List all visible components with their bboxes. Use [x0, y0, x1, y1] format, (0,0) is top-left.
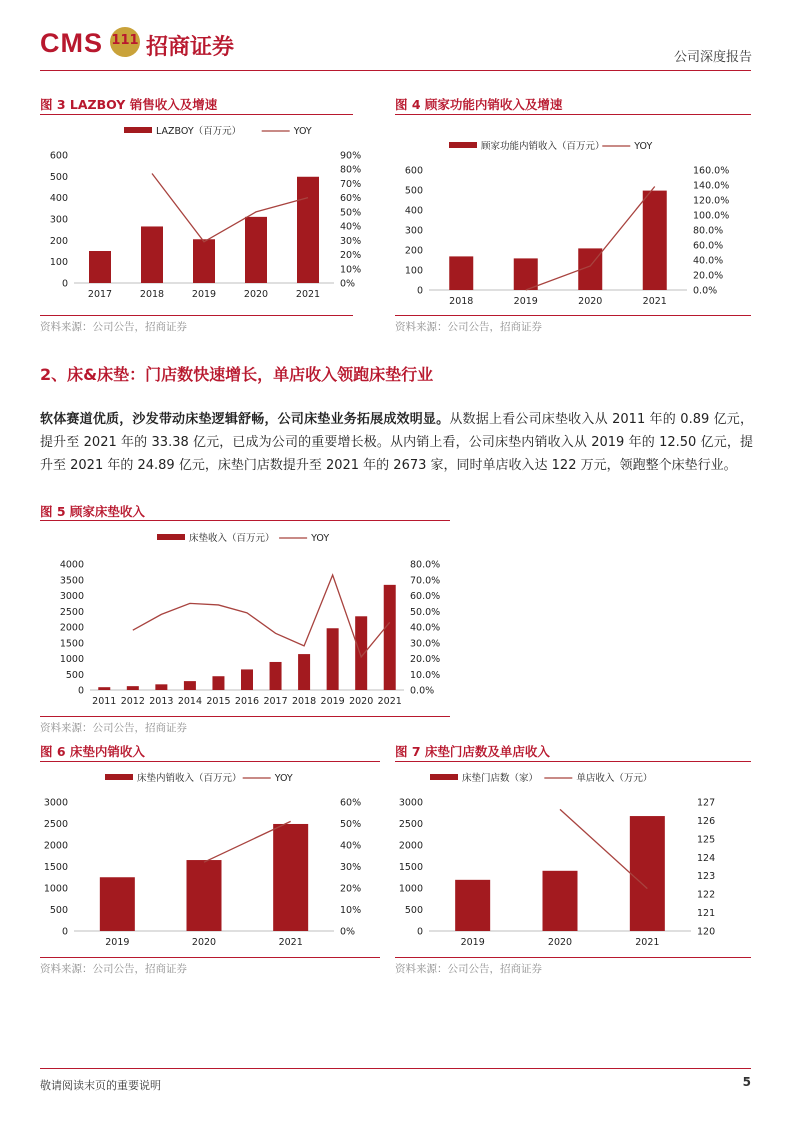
fig7-source: 资料来源：公司公告，招商证券 [395, 963, 542, 975]
x-axis-tick-label: 2019 [460, 937, 485, 948]
section-title: 2、床&床垫：门店数快速增长，单店收入领跑床垫行业 [40, 365, 434, 384]
left-axis-tick-label: 1000 [398, 883, 423, 895]
left-axis-tick-label: 2000 [398, 840, 423, 852]
left-axis-tick-label: 500 [49, 171, 68, 183]
right-axis-tick-label: 121 [697, 908, 716, 920]
series-line-fig5 [133, 575, 390, 657]
bar-2016 [241, 669, 253, 690]
right-axis-tick-label: 20.0% [693, 270, 724, 282]
x-axis-tick-label: 2015 [206, 696, 231, 707]
right-axis-tick-label: 140.0% [693, 180, 730, 192]
footer-note: 敬请阅读末页的重要说明 [40, 1079, 161, 1092]
x-axis-tick-label: 2019 [191, 289, 217, 300]
left-axis-tick-label: 400 [404, 205, 423, 217]
right-axis-tick-label: 30% [340, 862, 362, 873]
right-axis-tick-label: 60% [340, 193, 362, 205]
right-axis-tick-label: 124 [697, 852, 716, 864]
fig7-title-divider [395, 761, 751, 762]
left-axis-tick-label: 2500 [59, 606, 84, 618]
bar-2015 [212, 676, 224, 690]
x-axis-tick-label: 2020 [243, 289, 269, 300]
x-axis-tick-label: 2021 [377, 696, 402, 707]
left-axis-tick-label: 2000 [59, 622, 84, 634]
left-axis-tick-label: 500 [404, 905, 423, 916]
x-axis-tick-label: 2018 [139, 289, 165, 300]
bar-2013 [155, 684, 167, 690]
fig6-chart [32, 764, 382, 954]
right-axis-tick-label: 122 [697, 889, 716, 901]
fig4-title: 图 4 顾家功能内销收入及增速 [395, 97, 563, 112]
series-line-fig3 [152, 173, 308, 241]
bar-2019 [327, 628, 339, 690]
bar-2021 [630, 816, 665, 931]
right-axis-tick-label: 10.0% [410, 669, 441, 681]
right-axis-tick-label: 20% [340, 250, 362, 262]
company-name: 招商证券 [146, 35, 235, 60]
left-axis-tick-label: 400 [49, 193, 68, 205]
right-axis-tick-label: 0% [340, 278, 356, 290]
x-axis-tick-label: 2014 [177, 696, 203, 707]
left-axis-tick-label: 1500 [398, 862, 423, 873]
body-lead: 软体赛道优质，沙发带动床垫逻辑舒畅，公司床垫业务拓展成效明显。 [40, 412, 450, 427]
right-axis-tick-label: 160.0% [693, 165, 730, 177]
left-axis-tick-label: 4000 [59, 559, 84, 571]
fig6-source: 资料来源：公司公告，招商证券 [40, 963, 187, 975]
legend-line-label: YOY [274, 773, 293, 784]
bar-2019 [193, 239, 215, 283]
bar-2020 [245, 217, 267, 283]
fig4-source: 资料来源：公司公告，招商证券 [395, 321, 542, 333]
logo-badge-icon [110, 27, 140, 57]
x-axis-tick-label: 2020 [191, 937, 217, 948]
fig5-chart [32, 524, 452, 714]
right-axis-tick-label: 20.0% [410, 654, 441, 665]
x-axis-tick-label: 2020 [349, 696, 374, 707]
logo-badge-text: 111 [111, 33, 139, 48]
bar-2012 [127, 686, 139, 690]
bar-2021 [384, 585, 396, 690]
legend-bar-label: 顾家功能内销收入（百万元） [481, 141, 605, 152]
left-axis-tick-label: 0 [416, 926, 423, 938]
right-axis-tick-label: 120.0% [693, 195, 730, 207]
logo-cms-text: CMS [40, 28, 103, 58]
fig5-title-divider [40, 520, 450, 521]
right-axis-tick-label: 0.0% [410, 685, 435, 697]
x-axis-tick-label: 2021 [642, 296, 667, 307]
left-axis-tick-label: 300 [49, 214, 68, 226]
legend-line-label: YOY [311, 533, 330, 544]
right-axis-tick-label: 120 [697, 926, 716, 938]
left-axis-tick-label: 100 [49, 257, 68, 269]
left-axis-tick-label: 500 [49, 905, 68, 916]
right-axis-tick-label: 50.0% [410, 606, 441, 618]
right-axis-tick-label: 123 [697, 871, 716, 883]
right-axis-tick-label: 0.0% [693, 285, 718, 297]
x-axis-tick-label: 2016 [234, 696, 260, 707]
right-axis-tick-label: 30.0% [410, 638, 441, 650]
fig3-chart [32, 120, 362, 305]
legend-bar-swatch [124, 127, 152, 133]
legend-bar-label: 床垫收入（百万元） [189, 533, 275, 544]
fig5-source: 资料来源：公司公告，招商证券 [40, 722, 187, 734]
x-axis-tick-label: 2018 [449, 296, 474, 307]
left-axis-tick-label: 0 [61, 278, 68, 290]
legend-bar-swatch [157, 534, 185, 540]
x-axis-tick-label: 2018 [291, 696, 317, 707]
left-axis-tick-label: 200 [49, 235, 68, 247]
left-axis-tick-label: 0 [61, 926, 68, 938]
right-axis-tick-label: 80.0% [693, 225, 724, 237]
legend-bar-swatch [105, 774, 133, 780]
fig4-chart [387, 130, 747, 315]
legend-line-label: YOY [293, 126, 312, 137]
right-axis-tick-label: 10% [340, 905, 362, 916]
bar-2018 [298, 654, 310, 690]
left-axis-tick-label: 0 [416, 285, 423, 297]
legend-line-label: 单店收入（万元） [576, 773, 653, 784]
header-divider [40, 70, 751, 71]
fig5-source-divider [40, 716, 450, 717]
fig7-chart [387, 764, 747, 954]
legend-line-label: YOY [634, 141, 653, 152]
right-axis-tick-label: 80% [340, 164, 362, 176]
left-axis-tick-label: 600 [404, 165, 423, 177]
x-axis-tick-label: 2017 [87, 289, 113, 300]
right-axis-tick-label: 60.0% [410, 591, 441, 602]
fig7-title: 图 7 床垫门店数及单店收入 [395, 744, 550, 759]
left-axis-tick-label: 1000 [43, 883, 68, 895]
bar-2011 [98, 687, 110, 690]
fig3-title: 图 3 LAZBOY 销售收入及增速 [40, 97, 218, 112]
fig6-title: 图 6 床垫内销收入 [40, 744, 145, 759]
bar-2014 [184, 681, 196, 690]
right-axis-tick-label: 100.0% [693, 210, 730, 222]
x-axis-tick-label: 2021 [635, 937, 660, 948]
fig5-title: 图 5 顾家床垫收入 [40, 504, 145, 519]
fig6-source-divider [40, 957, 380, 958]
right-axis-tick-label: 40.0% [693, 255, 724, 267]
right-axis-tick-label: 125 [697, 834, 716, 846]
report-type: 公司深度报告 [673, 50, 752, 65]
fig4-title-divider [395, 114, 751, 115]
fig3-source: 资料来源：公司公告，招商证券 [40, 321, 187, 333]
left-axis-tick-label: 1500 [43, 862, 68, 873]
bar-2019 [514, 258, 538, 290]
right-axis-tick-label: 127 [697, 797, 716, 809]
fig3-title-divider [40, 114, 353, 115]
right-axis-tick-label: 30% [340, 235, 362, 247]
right-axis-tick-label: 90% [340, 150, 362, 162]
right-axis-tick-label: 126 [697, 815, 716, 827]
fig7-source-divider [395, 957, 751, 958]
left-axis-tick-label: 2500 [398, 819, 423, 830]
left-axis-tick-label: 1500 [59, 638, 84, 650]
x-axis-tick-label: 2021 [295, 289, 321, 300]
bar-2019 [100, 877, 135, 931]
right-axis-tick-label: 70.0% [410, 575, 441, 587]
left-axis-tick-label: 3000 [398, 797, 423, 809]
bar-2020 [355, 616, 367, 690]
right-axis-tick-label: 20% [340, 883, 362, 895]
bar-2018 [449, 256, 473, 290]
bar-2019 [455, 880, 490, 931]
right-axis-tick-label: 0% [340, 926, 356, 938]
right-axis-tick-label: 40% [340, 840, 362, 852]
left-axis-tick-label: 2000 [43, 840, 68, 852]
body-paragraph [40, 408, 753, 477]
x-axis-tick-label: 2019 [513, 296, 538, 307]
footer-divider [40, 1068, 751, 1069]
legend-bar-label: 床垫内销收入（百万元） [137, 773, 242, 784]
left-axis-tick-label: 0 [77, 685, 84, 697]
bar-2020 [187, 860, 222, 931]
right-axis-tick-label: 40.0% [410, 622, 441, 634]
left-axis-tick-label: 2500 [43, 819, 68, 830]
x-axis-tick-label: 2020 [578, 296, 603, 307]
left-axis-tick-label: 600 [49, 150, 68, 162]
right-axis-tick-label: 60% [340, 797, 362, 809]
bar-2020 [543, 871, 578, 931]
left-axis-tick-label: 300 [404, 225, 423, 237]
x-axis-tick-label: 2017 [263, 696, 288, 707]
x-axis-tick-label: 2019 [320, 696, 345, 707]
left-axis-tick-label: 3000 [43, 797, 68, 809]
left-axis-tick-label: 200 [404, 245, 423, 257]
left-axis-tick-label: 3000 [59, 591, 84, 602]
right-axis-tick-label: 40% [340, 221, 362, 233]
body-text: 从数据上看公司床垫收入从 2011 年的 0.89 亿元，提升至 2021 年的 33.38 亿元，已成为公司的重要增长极。从内销上看，公司床垫内销收入从 2019 年的 12.50 亿元，提升至 2021 年的 24.89 亿元，床垫门店数提升至 2021 年的 2673 家，同时单店收入达 122 万元，领跑整个床垫行业。 [40, 412, 753, 473]
right-axis-tick-label: 80.0% [410, 559, 441, 571]
left-axis-tick-label: 1000 [59, 654, 84, 665]
x-axis-tick-label: 2011 [92, 696, 117, 707]
right-axis-tick-label: 50% [340, 819, 362, 830]
legend-bar-label: LAZBOY（百万元） [156, 126, 242, 137]
right-axis-tick-label: 70% [340, 178, 362, 190]
fig3-source-divider [40, 315, 353, 316]
x-axis-tick-label: 2019 [105, 937, 130, 948]
left-axis-tick-label: 500 [65, 669, 84, 681]
right-axis-tick-label: 10% [340, 264, 362, 276]
page-number: 5 [742, 1075, 751, 1089]
x-axis-tick-label: 2020 [547, 937, 573, 948]
bar-2017 [270, 662, 282, 690]
bar-2018 [141, 226, 163, 283]
left-axis-tick-label: 3500 [59, 575, 84, 587]
bar-2021 [297, 177, 319, 283]
x-axis-tick-label: 2012 [120, 696, 145, 707]
x-axis-tick-label: 2013 [149, 696, 174, 707]
right-axis-tick-label: 50% [340, 207, 362, 219]
bar-2021 [643, 191, 667, 290]
left-axis-tick-label: 500 [404, 185, 423, 197]
left-axis-tick-label: 100 [404, 265, 423, 277]
fig4-source-divider [395, 315, 751, 316]
bar-2021 [273, 824, 308, 931]
x-axis-tick-label: 2021 [278, 937, 303, 948]
legend-bar-label: 床垫门店数（家） [462, 773, 539, 784]
legend-bar-swatch [430, 774, 458, 780]
right-axis-tick-label: 60.0% [693, 240, 724, 252]
fig6-title-divider [40, 761, 380, 762]
bar-2017 [89, 251, 111, 283]
legend-bar-swatch [449, 142, 477, 148]
